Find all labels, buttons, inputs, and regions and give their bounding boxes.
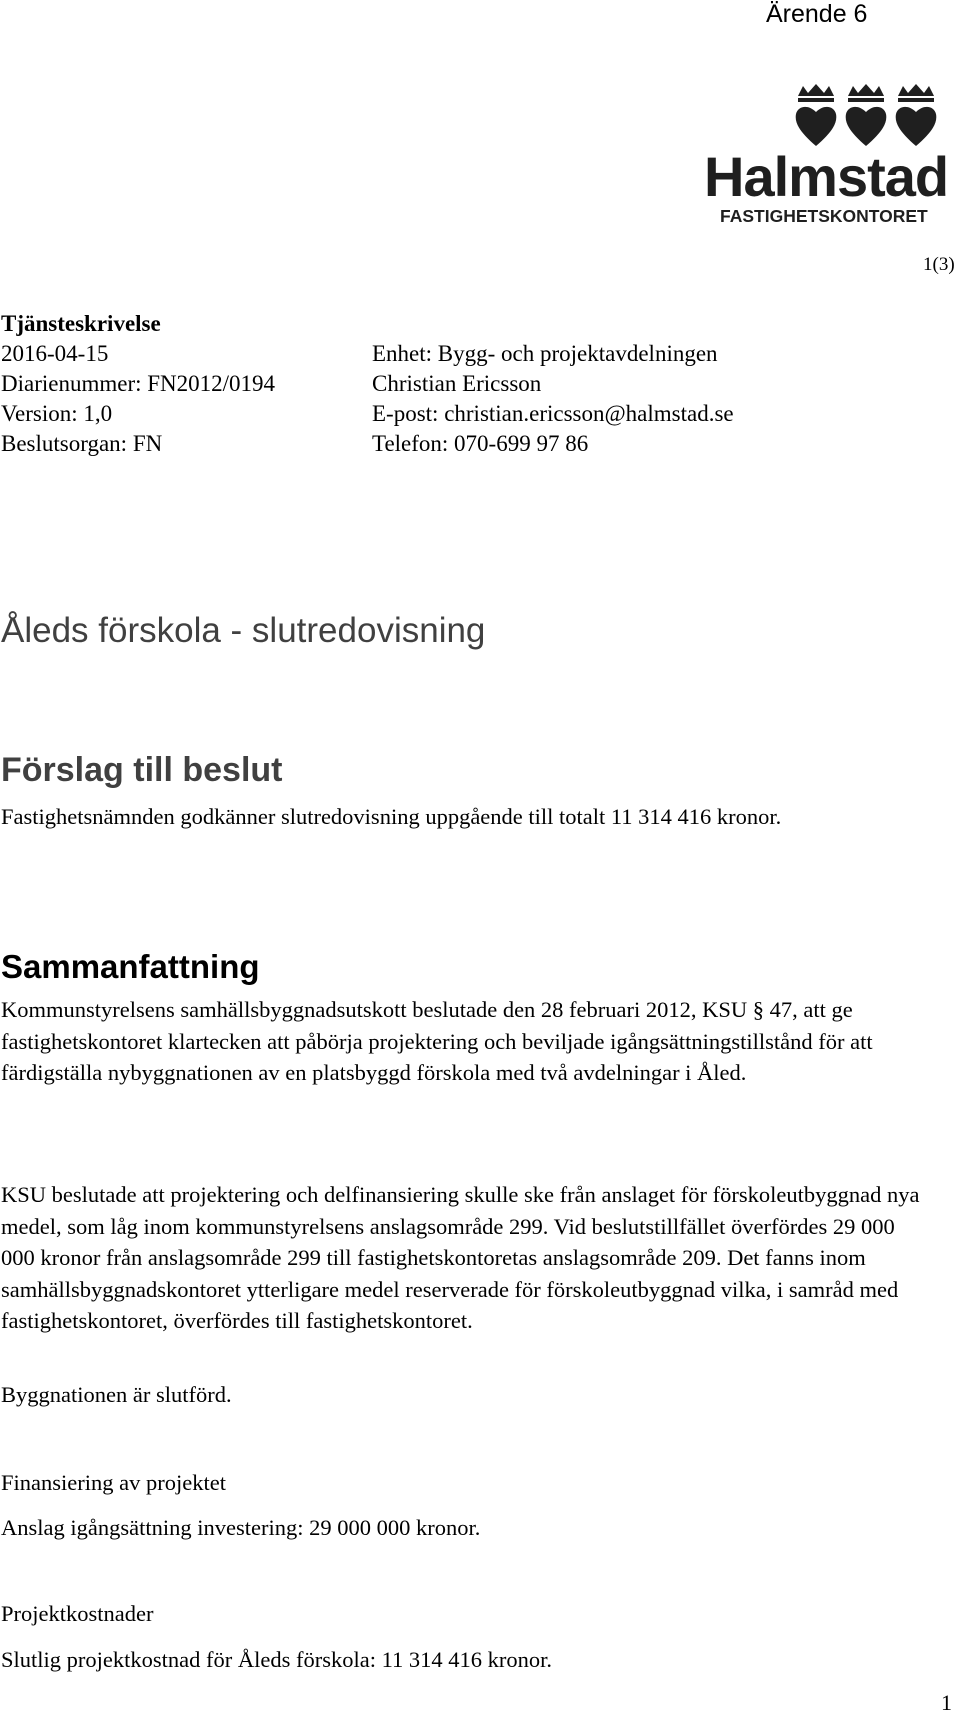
meta-enhet: Enhet: Bygg- och projektavdelningen <box>372 341 718 366</box>
financing-heading: Finansiering av projektet <box>1 1470 226 1495</box>
logo-brand-text: Halmstad <box>704 145 949 208</box>
meta-version: Version: 1,0 <box>1 401 113 426</box>
meta-telefon: Telefon: 070-699 97 86 <box>372 431 589 456</box>
meta-date: 2016-04-15 <box>1 341 109 366</box>
summary-paragraph-2: KSU beslutade att projektering och delfinansiering skulle ske från anslaget för förskoleutbyggnad nya medel, som låg inom kommunstyrelsens anslagsområde 299. Vid beslutstillfället överfördes 29 000 000 kronor från anslagsområde 299 till fastighetskontoretas anslagsområde 209. Det fanns inom samhällsbyggnadskontoret ytterligare medel reserverade för förskoleutbyggnad vilka, i samråd med fastighetskontoret, överfördes till fastighetskontoret. <box>1 1182 920 1333</box>
footer-page-number: 1 <box>941 1690 952 1715</box>
meta-diarienummer: Diarienummer: FN2012/0194 <box>1 371 276 396</box>
financing-text: Anslag igångsättning investering: 29 000 000 kronor. <box>1 1515 481 1540</box>
costs-heading: Projektkostnader <box>1 1601 154 1626</box>
three-crowns-three-hearts-emblem <box>794 82 938 148</box>
meta-epost: E-post: christian.ericsson@halmstad.se <box>372 401 734 426</box>
summary-heading: Sammanfattning <box>1 948 260 985</box>
halmstad-logo <box>704 82 960 230</box>
document-type: Tjänsteskrivelse <box>1 311 161 336</box>
summary-paragraph-3: Byggnationen är slutförd. <box>1 1382 232 1407</box>
meta-beslutsorgan: Beslutsorgan: FN <box>1 431 163 456</box>
proposal-text: Fastighetsnämnden godkänner slutredovisning uppgående till totalt 11 314 416 kronor. <box>1 804 782 829</box>
proposal-heading: Förslag till beslut <box>1 751 283 789</box>
document-title: Åleds förskola - slutredovisning <box>1 611 486 650</box>
costs-text: Slutlig projektkostnad för Åleds förskola: 11 314 416 kronor. <box>1 1647 552 1672</box>
summary-paragraph-1: Kommunstyrelsens samhällsbyggnadsutskott beslutade den 28 februari 2012, KSU § 47, att ge fastighetskontoret klartecken att påbörja projektering och beviljade igångsättningstillstånd för att färdigställa nybyggnationen av en platsbyggd förskola med två avdelningar i Åled. <box>1 997 873 1085</box>
logo-department-text: FASTIGHETSKONTORET <box>720 206 928 226</box>
page-count: 1(3) <box>923 254 955 275</box>
arende-label: Ärende 6 <box>766 0 868 28</box>
meta-handlaggare: Christian Ericsson <box>372 371 542 396</box>
